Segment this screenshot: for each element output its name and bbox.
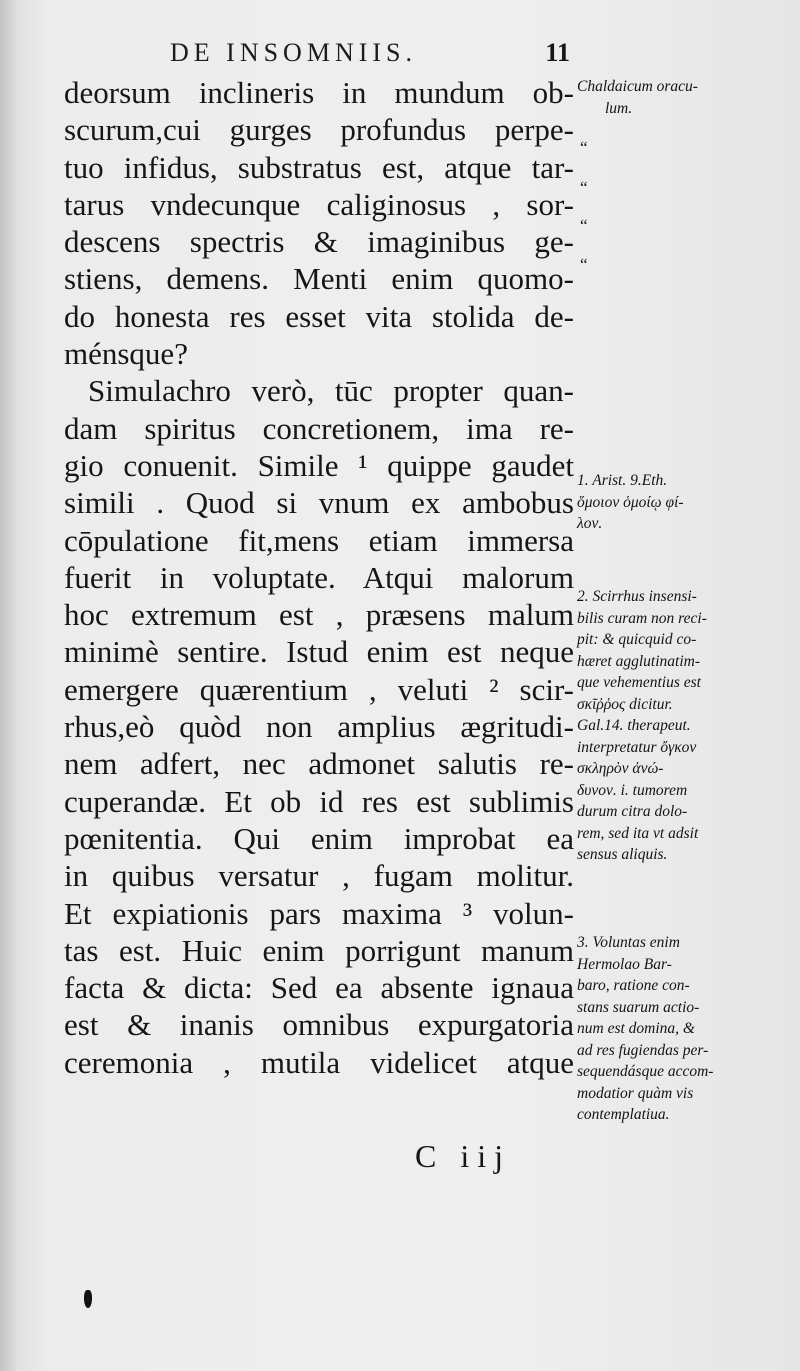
text-line: fuerit in voluptate. Atqui malorum: [64, 559, 574, 595]
margin-note-voluntas: [577, 932, 789, 1126]
note-line: 3. Voluntas enim: [577, 934, 680, 951]
text-line: do honesta res esset vita stolida de-: [64, 298, 574, 334]
note-line: δυνον. i. tumorem: [577, 781, 688, 799]
note-line: 1. Arist. 9.Eth.: [577, 472, 668, 489]
text-line: simili . Quod si vnum ex ambobus: [64, 485, 574, 521]
running-title: DE INSOMNIIS.: [170, 38, 417, 67]
note-line: Chaldaicum oracu-: [577, 78, 698, 95]
note-line: ad res fugiendas per-: [577, 1041, 709, 1059]
main-text-block: [64, 74, 574, 1081]
note-line: Gal.14. therapeut.: [577, 717, 691, 734]
note-line: sensus aliquis.: [577, 846, 668, 863]
text-line: pœnitentia. Qui enim improbat ea: [64, 820, 574, 856]
note-line: interpretatur ὄγκον: [577, 738, 697, 756]
text-line: in quibus versatur , fugam molitur.: [64, 858, 574, 894]
text-line: rhus,eò quòd non amplius ægritudi-: [64, 709, 574, 745]
margin-note-chaldaic-oracle: [577, 76, 789, 119]
text-line: facta & dicta: Sed ea absente ignaua: [64, 970, 574, 1006]
note-line: 2. Scirrhus insensi-: [577, 588, 697, 605]
note-line: que vehementius est: [577, 674, 701, 691]
note-line: pit: & quicquid co-: [577, 631, 697, 648]
quote-mark: “: [580, 255, 588, 274]
quote-mark: “: [580, 178, 588, 197]
text-line: tuo infidus, substratus est, atque tar-: [64, 149, 574, 185]
note-line: modatior quàm vis: [577, 1084, 694, 1102]
text-line: deorsum inclineris in mundum ob-: [64, 75, 574, 110]
text-line: gio conuenit. Simile ¹ quippe gaudet: [64, 447, 574, 483]
text-line: nem adfert, nec admonet salutis re-: [64, 746, 574, 782]
note-line: sequendásque accom-: [577, 1063, 714, 1080]
text-line: descens spectris & imaginibus ge-: [64, 224, 574, 260]
gutter-shadow: [0, 0, 18, 1371]
note-line: σκῖῤῥος dicitur.: [577, 695, 673, 713]
note-line: λον.: [577, 515, 603, 532]
text-line: tas est. Huic enim porrigunt manum: [64, 932, 574, 968]
text-line: hoc extremum est , præsens malum: [64, 597, 574, 633]
note-line: hæret agglutinatim-: [577, 652, 700, 670]
text-line: emergere quærentium , veluti ² scir-: [64, 671, 574, 707]
note-line: Hermolao Bar-: [577, 955, 672, 973]
note-line: stans suarum actio-: [577, 998, 700, 1016]
text-line: dam spiritus concretionem, ima re-: [64, 410, 574, 446]
note-line: ὅμοιον ὁμοίῳ φί-: [577, 493, 684, 511]
note-line: durum citra dolo-: [577, 803, 688, 820]
signature-mark: C iij: [415, 1138, 512, 1174]
text-line: cōpulatione fit,mens etiam immersa: [64, 522, 574, 558]
text-line: scurum,cui gurges profundus perpe-: [64, 112, 574, 148]
ink-blot: [84, 1290, 92, 1308]
text-line: Et expiationis pars maxima ³ volun-: [64, 895, 574, 931]
note-line: num est domina, &: [577, 1020, 695, 1037]
note-line: rem, sed ita vt adsit: [577, 824, 699, 842]
text-line: ceremonia , mutila videlicet atque: [64, 1044, 574, 1080]
note-line: bilis curam non reci-: [577, 609, 707, 627]
note-line: σκληρὸν ἀνώ-: [577, 760, 664, 777]
running-head: [170, 38, 570, 72]
text-line: Simulachro verò, tūc propter quan-: [88, 373, 574, 409]
text-line: ménsque?: [64, 336, 188, 372]
text-line: est & inanis omnibus expurgatoria: [64, 1007, 574, 1043]
margin-note-aristotle: [577, 470, 789, 535]
margin-note-scirrhus: [577, 586, 789, 866]
text-line: cuperandæ. Et ob id res est sublimis: [64, 783, 574, 819]
text-line: stiens, demens. Menti enim quomo-: [64, 261, 574, 297]
note-line: baro, ratione con-: [577, 977, 690, 994]
note-line: lum.: [605, 99, 633, 117]
text-line: tarus vndecunque caliginosus , sor-: [64, 186, 574, 222]
quote-mark: “: [580, 216, 588, 235]
note-line: contemplatiua.: [577, 1106, 670, 1123]
text-line: minimè sentire. Istud enim est neque: [64, 634, 574, 670]
page-number: 11: [545, 38, 570, 67]
quote-mark: “: [580, 138, 588, 157]
